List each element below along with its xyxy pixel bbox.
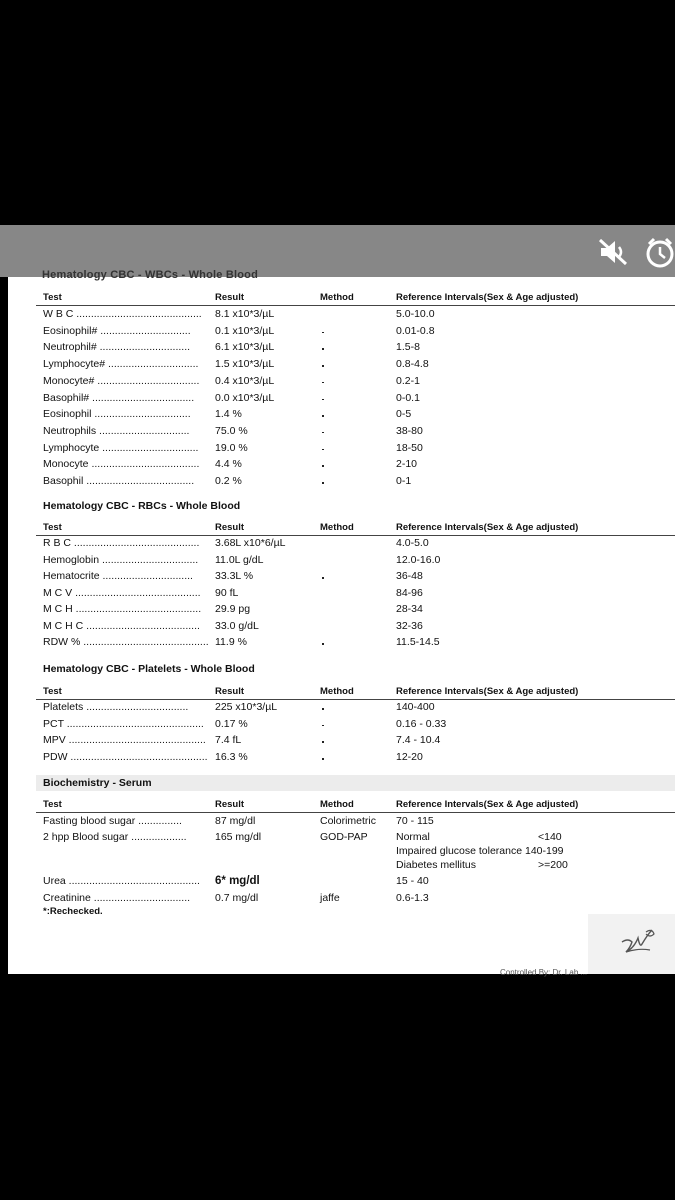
header-rule [36,305,675,306]
col-result: Result [215,686,245,697]
test-result: 165 mg/dl [215,831,262,843]
test-reference: 12.0-16.0 [396,553,441,566]
test-result: 87 mg/dl [215,815,256,827]
test-reference: 84-96 [396,586,423,599]
test-result: 75.0 % [215,424,248,437]
method-dot [322,741,324,743]
table-row [8,733,675,750]
test-name: M C H C ....................................... [43,619,200,632]
table-row [8,374,675,391]
test-name: Hemoglobin ................................. [43,553,199,566]
col-result: Result [215,799,245,810]
ref-impaired: Impaired glucose tolerance 140-199 [396,845,564,857]
test-reference: 4.0-5.0 [396,537,429,549]
test-name: Hematocrite ............................... [43,570,193,582]
test-name: Lymphocyte ................................. [43,441,199,454]
test-name: Fasting blood sugar ............... [43,815,182,827]
table-row [8,357,675,374]
test-reference: 0.6-1.3 [396,892,429,904]
table-row [8,586,675,603]
test-result: 225 x10*3/µL [215,701,278,713]
test-result: 33.0 g/dL [215,619,259,632]
method-dot [322,365,324,367]
method-dot [322,449,324,451]
cut-section-heading: Hematology CBC - WBCs - Whole Blood [42,269,258,281]
header-rule [36,812,675,813]
ref-normal-label: Normal [396,831,430,843]
test-result: 0.17 % [215,717,248,730]
test-reference: 11.5-14.5 [396,636,440,648]
col-result: Result [215,292,245,303]
test-name: PDW ............................................... [43,751,208,764]
test-name: Neutrophils ............................... [43,424,190,437]
table-row [8,307,675,324]
test-reference: 38-80 [396,424,423,437]
col-test: Test [43,686,62,697]
method-dot [322,399,324,401]
test-result: 11.9 % [215,636,247,648]
test-reference: 18-50 [396,441,423,454]
test-result: 90 fL [215,586,239,599]
platelets-section-title: Hematology CBC - Platelets - Whole Blood [43,663,255,675]
wbc-table-header [8,292,675,306]
table-row [8,391,675,408]
test-reference: 12-20 [396,751,423,764]
test-name: Creatinine ................................. [43,892,191,904]
test-name: Eosinophil ................................. [43,408,191,421]
col-reference: Reference Intervals(Sex & Age adjusted) [396,799,579,810]
test-reference: 140-400 [396,701,435,713]
table-row [8,569,675,586]
test-result: 11.0L g/dL [215,553,264,566]
test-name: W B C ........................................... [43,308,202,320]
table-row [8,635,675,652]
method-dot [322,708,324,710]
test-result: 0.0 x10*3/µL [215,391,275,404]
col-test: Test [43,799,62,810]
test-reference: 0.2-1 [396,374,420,387]
method-dot [322,482,324,484]
col-result: Result [215,522,245,533]
method-dot [322,432,324,434]
test-name: Monocyte# ................................... [43,374,200,387]
col-test: Test [43,522,62,533]
test-result: 0.7 mg/dl [215,892,259,904]
table-row [8,602,675,619]
biochem-table-header [8,799,675,813]
test-name: PCT ............................................... [43,717,204,730]
method-dot [322,577,324,579]
col-test: Test [43,292,62,303]
test-result: 16.3 % [215,751,248,764]
test-reference: 2-10 [396,458,418,471]
table-row [8,474,675,491]
test-result: 33.3L % [215,570,254,582]
ref-diabetes-label: Diabetes mellitus [396,859,476,871]
col-method: Method [320,522,354,533]
test-result: 0.4 x10*3/µL [215,374,275,387]
table-row [8,553,675,570]
test-result: 19.0 % [215,441,248,454]
test-name: Basophil# ................................... [43,391,195,404]
alarm-clock-icon[interactable] [641,235,675,269]
table-row [8,700,675,717]
mute-icon[interactable] [597,236,629,268]
test-result: 1.4 % [215,408,242,421]
test-name: Platelets ................................... [43,701,189,713]
test-result: 6.1 x10*3/µL [215,341,275,354]
method-dot [322,415,324,417]
col-method: Method [320,686,354,697]
test-result: 0.2 % [215,475,242,487]
test-reference: 1.5-8 [396,341,420,354]
ref-normal-value: <140 [538,831,562,843]
table-row [8,619,675,636]
test-reference: 32-36 [396,619,423,632]
biochem-section-title: Biochemistry - Serum [43,777,152,789]
test-reference: 0.01-0.8 [396,324,435,337]
test-result: 6* mg/dl [215,875,260,887]
test-reference: 5.0-10.0 [396,308,435,320]
col-reference: Reference Intervals(Sex & Age adjusted) [396,686,579,697]
test-name: MPV ............................................... [43,734,206,747]
signature-area [588,914,675,974]
test-reference: 0-5 [396,408,412,421]
method-dot [322,643,324,645]
test-result: 1.5 x10*3/µL [215,358,275,371]
table-row [8,891,675,908]
method-dot [322,465,324,467]
method-dot [322,725,324,727]
table-row [8,874,675,891]
test-name: Monocyte ..................................... [43,458,200,471]
test-name: 2 hpp Blood sugar ................... [43,831,187,843]
table-row [8,536,675,553]
test-name: R B C ........................................... [43,537,200,549]
test-result: 0.1 x10*3/µL [215,324,275,337]
table-row [8,858,675,875]
method-dot [322,332,324,334]
table-row [8,324,675,341]
test-reference: 15 - 40 [396,875,429,887]
table-row [8,717,675,734]
method-dot [322,348,324,350]
test-result: 29.9 pg [215,603,251,615]
report-page [8,269,675,977]
test-result: 3.68L x10*6/µL [215,537,286,549]
test-result: 4.4 % [215,458,242,471]
table-row [8,750,675,767]
method-dot [322,382,324,384]
signature-icon [616,928,662,962]
test-reference: 7.4 - 10.4 [396,734,441,747]
test-name: Basophil ..................................... [43,475,195,487]
test-reference: 0.16 - 0.33 [396,717,447,730]
table-row [8,814,675,831]
test-name: Neutrophil# ............................... [43,341,191,354]
platelets-table-header [8,686,675,700]
footer-cut-text: Controlled By: Dr. Lab ... [500,968,588,977]
ref-diabetes-value: >=200 [538,859,568,871]
test-method: GOD-PAP [320,831,368,843]
rechecked-note: *:Rechecked. [43,906,103,917]
table-row [8,441,675,458]
test-result: 7.4 fL [215,734,242,747]
test-method: Colorimetric [320,815,377,827]
test-reference: 70 - 115 [396,815,434,827]
table-row [8,340,675,357]
test-name: Eosinophil# ............................... [43,324,191,337]
table-row [8,407,675,424]
table-row [8,457,675,474]
test-result: 8.1 x10*3/µL [215,308,275,320]
col-reference: Reference Intervals(Sex & Age adjusted) [396,522,579,533]
method-dot [322,758,324,760]
test-name: M C V ........................................... [43,586,201,599]
col-method: Method [320,799,354,810]
col-method: Method [320,292,354,303]
test-name: Lymphocyte# ............................... [43,358,199,371]
table-row [8,424,675,441]
test-reference: 0-0.1 [396,391,420,404]
test-reference: 0-1 [396,475,412,487]
test-reference: 28-34 [396,603,423,615]
test-name: RDW % ........................................... [43,636,209,648]
test-reference: 0.8-4.8 [396,358,429,371]
test-name: Urea ............................................. [43,875,200,887]
test-method: jaffe [320,892,340,904]
test-name: M C H ........................................... [43,603,202,615]
col-reference: Reference Intervals(Sex & Age adjusted) [396,292,579,303]
rbc-section-title: Hematology CBC - RBCs - Whole Blood [43,500,241,512]
rbc-table-header [8,522,675,536]
test-reference: 36-48 [396,570,423,582]
